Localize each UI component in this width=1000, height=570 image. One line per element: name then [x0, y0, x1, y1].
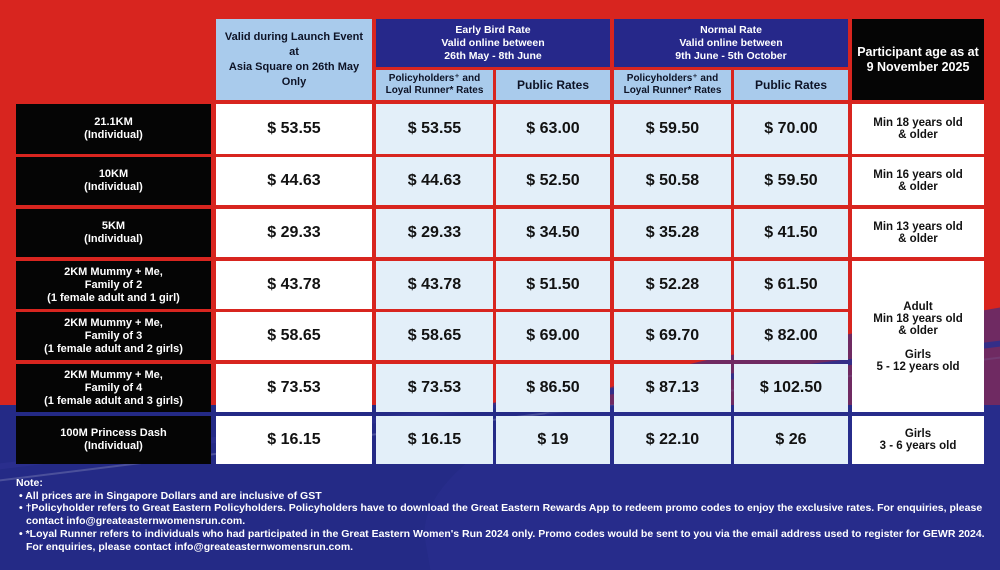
price-normal-public-family-of-4: $ 102.50: [734, 364, 848, 412]
subheader-normal-public: Public Rates: [734, 70, 848, 100]
notes-title: Note:: [16, 477, 43, 489]
subheader-early-bird-policyholders: Policyholders⁺ and Loyal Runner* Rates: [376, 70, 493, 100]
row-label-family-of-4: 2KM Mummy + Me, Family of 4 (1 female adult and 3 girls): [16, 364, 211, 412]
subheader-early-bird-public: Public Rates: [496, 70, 610, 100]
price-normal-public-21km: $ 70.00: [734, 104, 848, 154]
age-princess-dash: Girls 3 - 6 years old: [852, 416, 984, 464]
price-launch-family-of-3: $ 58.65: [216, 312, 372, 360]
price-normal-policy-10km: $ 50.58: [614, 157, 731, 205]
price-eb-policy-family-of-4: $ 73.53: [376, 364, 493, 412]
price-eb-policy-family-of-3: $ 58.65: [376, 312, 493, 360]
row-label-family-of-3: 2KM Mummy + Me, Family of 3 (1 female adult and 2 girls): [16, 312, 211, 360]
subheader-normal-policyholders: Policyholders⁺ and Loyal Runner* Rates: [614, 70, 731, 100]
row-label-princess-dash: 100M Princess Dash (Individual): [16, 416, 211, 464]
row-label-family-of-2: 2KM Mummy + Me, Family of 2 (1 female adult and 1 girl): [16, 261, 211, 309]
age-21km: Min 18 years old & older: [852, 104, 984, 154]
price-eb-policy-family-of-2: $ 43.78: [376, 261, 493, 309]
price-normal-public-princess-dash: $ 26: [734, 416, 848, 464]
price-normal-policy-princess-dash: $ 22.10: [614, 416, 731, 464]
price-normal-public-5km: $ 41.50: [734, 209, 848, 257]
price-normal-policy-family-of-3: $ 69.70: [614, 312, 731, 360]
row-label-10km: 10KM (Individual): [16, 157, 211, 205]
note-item: • †Policyholder refers to Great Eastern Policyholders. Policyholders have to download the Great Eastern Rewards App to redeem promo codes to enjoy the exclusive rates. For enquiries, please contact info@greateasternwomensrun.com.: [19, 502, 983, 528]
price-normal-public-family-of-3: $ 82.00: [734, 312, 848, 360]
header-launch-event: Valid during Launch Event at Asia Square on 26th May Only: [216, 19, 372, 100]
price-launch-family-of-2: $ 43.78: [216, 261, 372, 309]
price-eb-policy-10km: $ 44.63: [376, 157, 493, 205]
header-participant-age: Participant age as at 9 November 2025: [852, 19, 984, 100]
price-normal-public-10km: $ 59.50: [734, 157, 848, 205]
price-eb-public-5km: $ 34.50: [496, 209, 610, 257]
price-launch-21km: $ 53.55: [216, 104, 372, 154]
row-label-21km: 21.1KM (Individual): [16, 104, 211, 154]
age-family-rows: Adult Min 18 years old & older Girls 5 - 12 years old: [852, 261, 984, 412]
price-eb-policy-princess-dash: $ 16.15: [376, 416, 493, 464]
note-item: • All prices are in Singapore Dollars and are inclusive of GST: [19, 489, 322, 502]
price-launch-5km: $ 29.33: [216, 209, 372, 257]
price-eb-public-21km: $ 63.00: [496, 104, 610, 154]
price-eb-public-princess-dash: $ 19: [496, 416, 610, 464]
notes-section: [16, 477, 991, 553]
price-eb-public-10km: $ 52.50: [496, 157, 610, 205]
note-item: • *Loyal Runner refers to individuals who had participated in the Great Eastern Women's Run 2024 only. Promo codes would be sent to you via the email address used to register for GEWR 2024. For enquiries, please contact info@greateasternwomensrun.com.: [19, 527, 985, 553]
price-eb-public-family-of-4: $ 86.50: [496, 364, 610, 412]
age-5km: Min 13 years old & older: [852, 209, 984, 257]
price-normal-policy-family-of-2: $ 52.28: [614, 261, 731, 309]
header-normal-rate: Normal Rate Valid online between 9th June - 5th October: [614, 19, 848, 67]
price-eb-public-family-of-2: $ 51.50: [496, 261, 610, 309]
price-normal-policy-family-of-4: $ 87.13: [614, 364, 731, 412]
price-normal-public-family-of-2: $ 61.50: [734, 261, 848, 309]
price-eb-public-family-of-3: $ 69.00: [496, 312, 610, 360]
price-launch-10km: $ 44.63: [216, 157, 372, 205]
price-launch-family-of-4: $ 73.53: [216, 364, 372, 412]
price-eb-policy-21km: $ 53.55: [376, 104, 493, 154]
age-10km: Min 16 years old & older: [852, 157, 984, 205]
header-early-bird: Early Bird Rate Valid online between 26th May - 8th June: [376, 19, 610, 67]
row-label-5km: 5KM (Individual): [16, 209, 211, 257]
price-eb-policy-5km: $ 29.33: [376, 209, 493, 257]
price-launch-princess-dash: $ 16.15: [216, 416, 372, 464]
price-normal-policy-5km: $ 35.28: [614, 209, 731, 257]
price-normal-policy-21km: $ 59.50: [614, 104, 731, 154]
